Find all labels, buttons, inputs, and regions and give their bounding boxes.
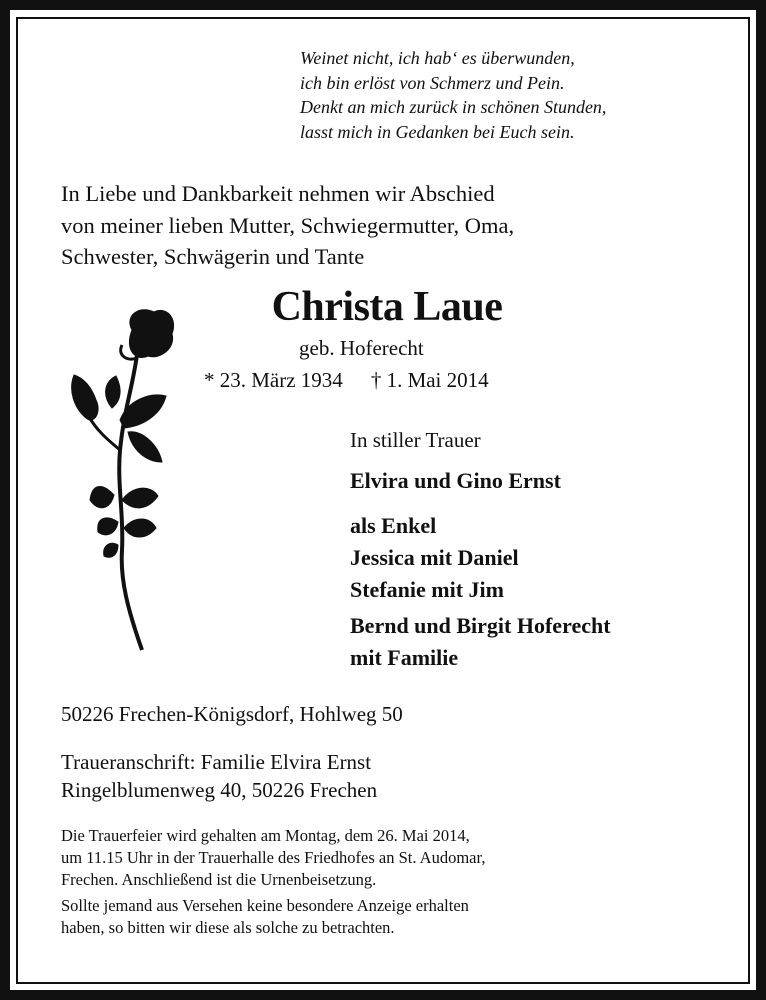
residence-address: 50226 Frechen-Königsdorf, Hohlweg 50 <box>61 702 403 726</box>
life-dates <box>204 368 489 393</box>
birth-name: geb. Hoferecht <box>299 336 424 360</box>
poem-line: lasst mich in Gedanken bei Euch sein. <box>300 121 575 142</box>
service-line: Frechen. Anschließend ist die Urnenbeisetzung. <box>61 870 377 889</box>
poem-line: Weinet nicht, ich hab‘ es überwunden, <box>300 48 575 68</box>
service-line: um 11.15 Uhr in der Trauerhalle des Friedhofes an St. Audomar, <box>61 848 486 867</box>
mourner-line: Stefanie mit Jim <box>350 577 504 602</box>
rose-icon <box>62 300 187 655</box>
mourner-line: als Enkel <box>350 513 437 538</box>
service-line: Die Trauerfeier wird gehalten am Montag, dem 26. Mai 2014, <box>61 826 470 845</box>
mourning-address <box>61 748 377 804</box>
deceased-name <box>0 283 766 331</box>
notice-line: Sollte jemand aus Versehen keine besondere Anzeige erhalten <box>61 896 469 915</box>
mourner-line: mit Familie <box>350 645 459 670</box>
birth-date: * 23. März 1934 <box>204 368 343 392</box>
service-info <box>61 825 485 939</box>
poem-line: Denkt an mich zurück in schönen Stunden, <box>300 97 607 117</box>
death-date: † 1. Mai 2014 <box>370 368 489 392</box>
intro-line: von meiner lieben Mutter, Schwiegermutter, Oma, <box>61 212 515 238</box>
mourner-line: Bernd und Birgit Hoferecht <box>350 613 611 638</box>
mourner-group <box>350 510 519 606</box>
deceased-name-text: Christa Laue <box>271 284 503 330</box>
poem <box>300 46 606 144</box>
notice-line: haben, so bitten wir diese als solche zu betrachten. <box>61 918 395 937</box>
mourner-group: Elvira und Gino Ernst <box>350 468 561 493</box>
mourning-address-line: Traueranschrift: Familie Elvira Ernst <box>61 750 372 774</box>
mourning-address-line: Ringelblumenweg 40, 50226 Frechen <box>61 778 378 802</box>
intro-text <box>61 178 514 273</box>
poem-line: ich bin erlöst von Schmerz und Pein. <box>300 72 565 93</box>
intro-line: In Liebe und Dankbarkeit nehmen wir Abschied <box>61 181 495 206</box>
mourning-label: In stiller Trauer <box>350 428 481 452</box>
mourner-line: Jessica mit Daniel <box>350 545 519 570</box>
intro-line: Schwester, Schwägerin und Tante <box>61 244 365 269</box>
mourner-group <box>350 610 611 674</box>
